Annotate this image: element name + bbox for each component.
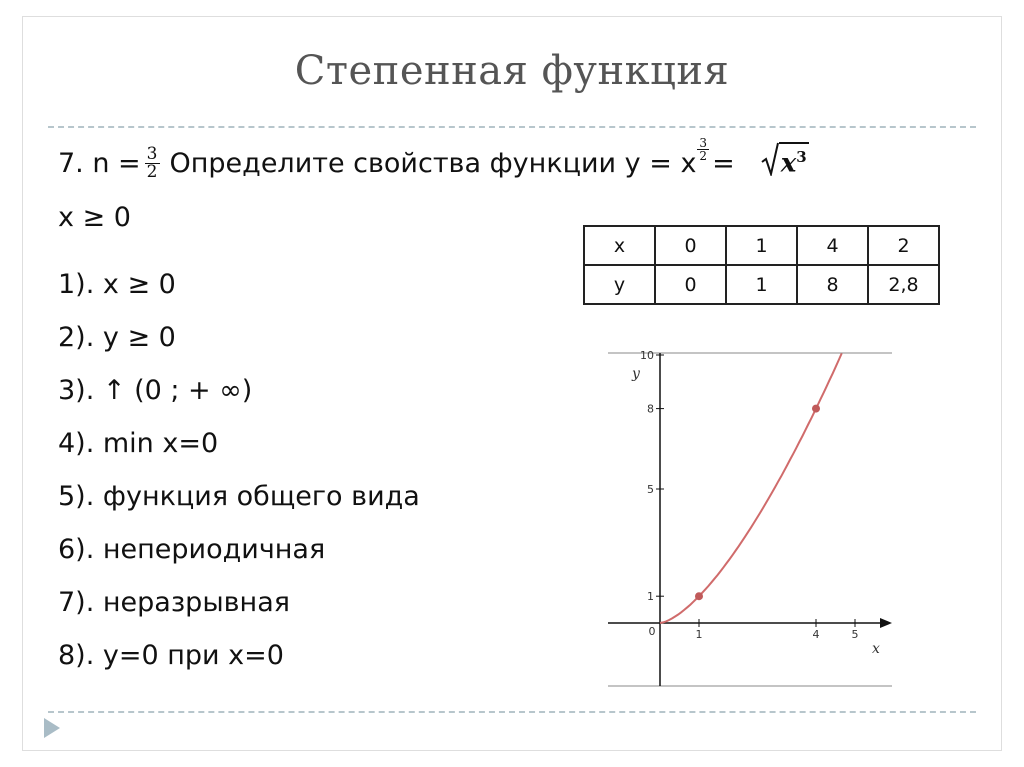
function-curve xyxy=(660,353,842,623)
slide-arrow-icon xyxy=(44,718,60,738)
table-cell: 4 xyxy=(797,226,868,265)
radicand xyxy=(779,142,809,177)
property-item: 2). y ≥ 0 xyxy=(58,322,176,353)
property-item: 4). min x=0 xyxy=(58,428,219,459)
table-cell: 8 xyxy=(797,265,868,304)
table-cell: 1 xyxy=(726,226,797,265)
table-row xyxy=(584,226,939,265)
x-tick-label: 4 xyxy=(812,628,820,641)
table-cell: y xyxy=(584,265,655,304)
n-numerator: 3 xyxy=(146,144,158,164)
square-root-expression xyxy=(761,142,809,177)
x-axis-arrow xyxy=(880,618,892,628)
n-denominator: 2 xyxy=(146,162,158,182)
task-prefix: 7. n = xyxy=(58,148,141,179)
table-cell: x xyxy=(584,226,655,265)
radicand-base: x xyxy=(780,148,797,179)
table-cell: 0 xyxy=(655,226,726,265)
exponent-fraction xyxy=(697,137,709,162)
task-statement xyxy=(58,136,809,182)
origin-label: 0 xyxy=(648,625,656,638)
y-tick-label: 8 xyxy=(647,402,654,416)
table-cell: 1 xyxy=(726,265,797,304)
property-item: 8). y=0 при x=0 xyxy=(58,640,284,671)
radicand-power: 3 xyxy=(796,148,807,167)
n-fraction xyxy=(145,146,160,181)
table-cell: 2 xyxy=(868,226,939,265)
property-item: 6). непериодичная xyxy=(58,534,326,565)
task-text: Определите свойства функции y = x xyxy=(169,148,697,179)
slide-title: Степенная функция xyxy=(294,48,730,94)
divider-top xyxy=(48,126,976,128)
domain-note: x ≥ 0 xyxy=(58,202,131,233)
radical-sign-icon xyxy=(761,142,779,176)
y-axis-label: y xyxy=(632,366,640,382)
x-axis-label: x xyxy=(872,641,880,657)
table-cell: 0 xyxy=(655,265,726,304)
x-tick-label: 1 xyxy=(695,628,703,641)
y-tick-label: 1 xyxy=(647,590,654,604)
data-point xyxy=(812,405,820,413)
function-graph xyxy=(600,348,900,693)
properties-list xyxy=(58,266,420,690)
value-table xyxy=(583,225,940,305)
task-equals: = xyxy=(712,148,735,179)
table-row xyxy=(584,265,939,304)
property-item: 7). неразрывная xyxy=(58,587,290,618)
x-tick-label: 5 xyxy=(851,628,859,641)
exponent-denominator: 2 xyxy=(699,149,708,163)
property-item: 1). x ≥ 0 xyxy=(58,269,176,300)
table-cell: 2,8 xyxy=(868,265,939,304)
data-point xyxy=(695,592,703,600)
exponent-numerator: 3 xyxy=(699,136,708,150)
property-item: 3). ↑ (0 ; + ∞) xyxy=(58,375,253,406)
y-tick-label: 5 xyxy=(647,483,654,496)
divider-bottom xyxy=(48,711,976,713)
y-tick-label: 10 xyxy=(640,349,654,362)
property-item: 5). функция общего вида xyxy=(58,481,420,512)
